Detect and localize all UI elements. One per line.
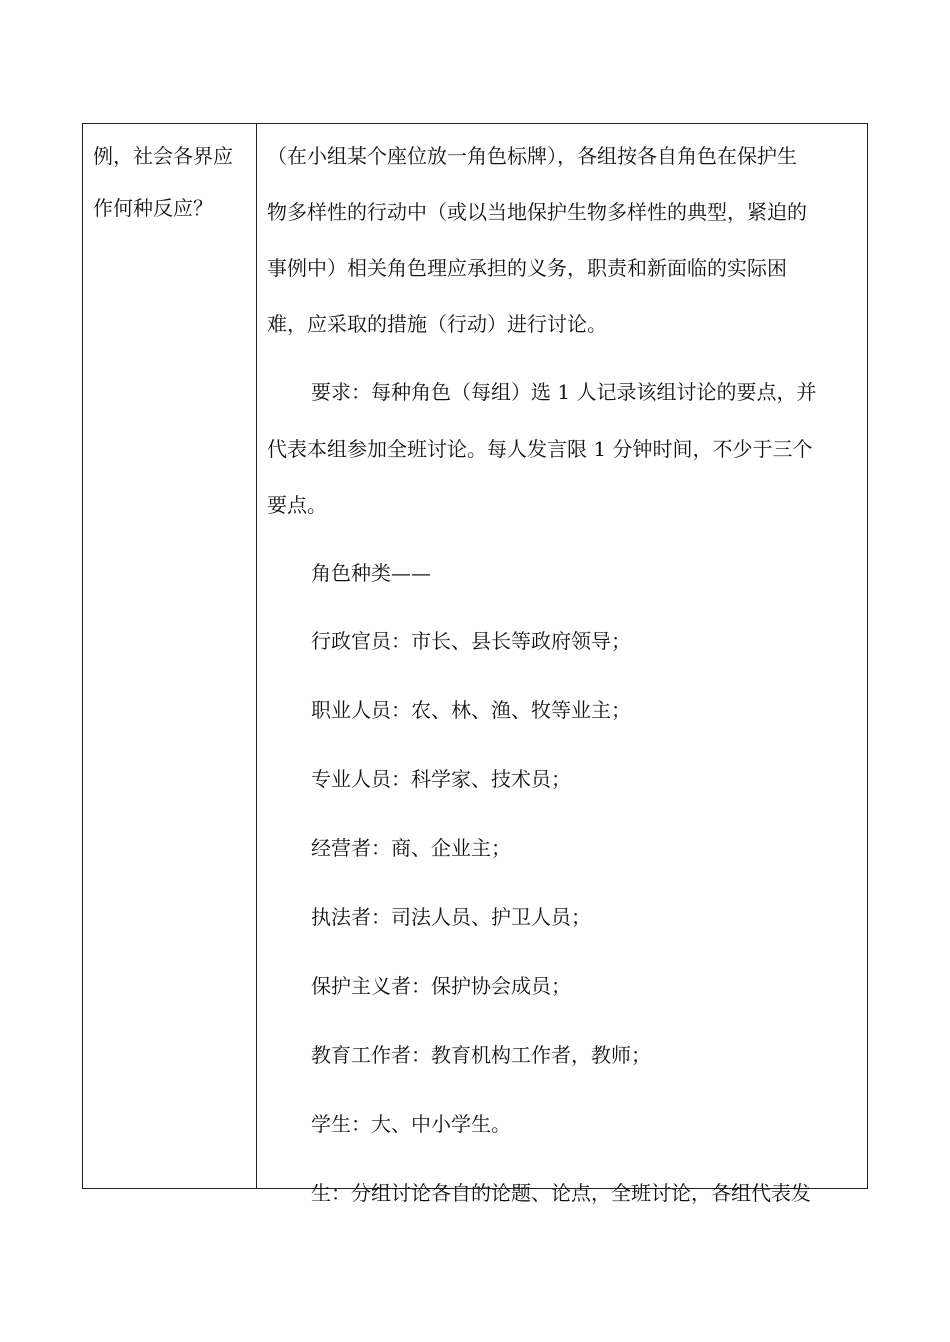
student-activity-line: 生：分组讨论各自的论题、论点，全班讨论，各组代表发 bbox=[311, 1181, 811, 1205]
roles-heading: 角色种类—— bbox=[311, 561, 431, 585]
intro-line: （在小组某个座位放一角色标牌），各组按各自角色在保护生 bbox=[267, 144, 797, 168]
role-item: 教育工作者：教育机构工作者，教师； bbox=[311, 1043, 651, 1067]
role-item: 专业人员：科学家、技术员； bbox=[311, 767, 571, 791]
question-line: 作何种反应？ bbox=[93, 196, 213, 220]
role-item: 经营者：商、企业主； bbox=[311, 836, 511, 860]
role-item: 执法者：司法人员、护卫人员； bbox=[311, 905, 591, 929]
role-item: 行政官员：市长、县长等政府领导； bbox=[311, 629, 631, 653]
column-divider bbox=[256, 124, 257, 1188]
lesson-plan-table bbox=[82, 123, 868, 1205]
role-item: 职业人员：农、林、渔、牧等业主； bbox=[311, 698, 631, 722]
question-line: 例，社会各界应 bbox=[93, 144, 233, 168]
role-item: 保护主义者：保护协会成员； bbox=[311, 974, 571, 998]
intro-line: 物多样性的行动中（或以当地保护生物多样性的典型，紧迫的 bbox=[267, 200, 807, 224]
question-cell bbox=[93, 146, 253, 250]
intro-line: 难，应采取的措施（行动）进行讨论。 bbox=[267, 312, 607, 336]
requirement-line: 要求：每种角色（每组）选 1 人记录该组讨论的要点，并 bbox=[311, 380, 817, 404]
intro-line: 事例中）相关角色理应承担的义务，职责和新面临的实际困 bbox=[267, 256, 787, 280]
requirement-line: 代表本组参加全班讨论。每人发言限 1 分钟时间，不少于三个 bbox=[267, 437, 813, 461]
role-item: 学生：大、中小学生。 bbox=[311, 1112, 511, 1136]
requirement-line: 要点。 bbox=[267, 493, 327, 517]
